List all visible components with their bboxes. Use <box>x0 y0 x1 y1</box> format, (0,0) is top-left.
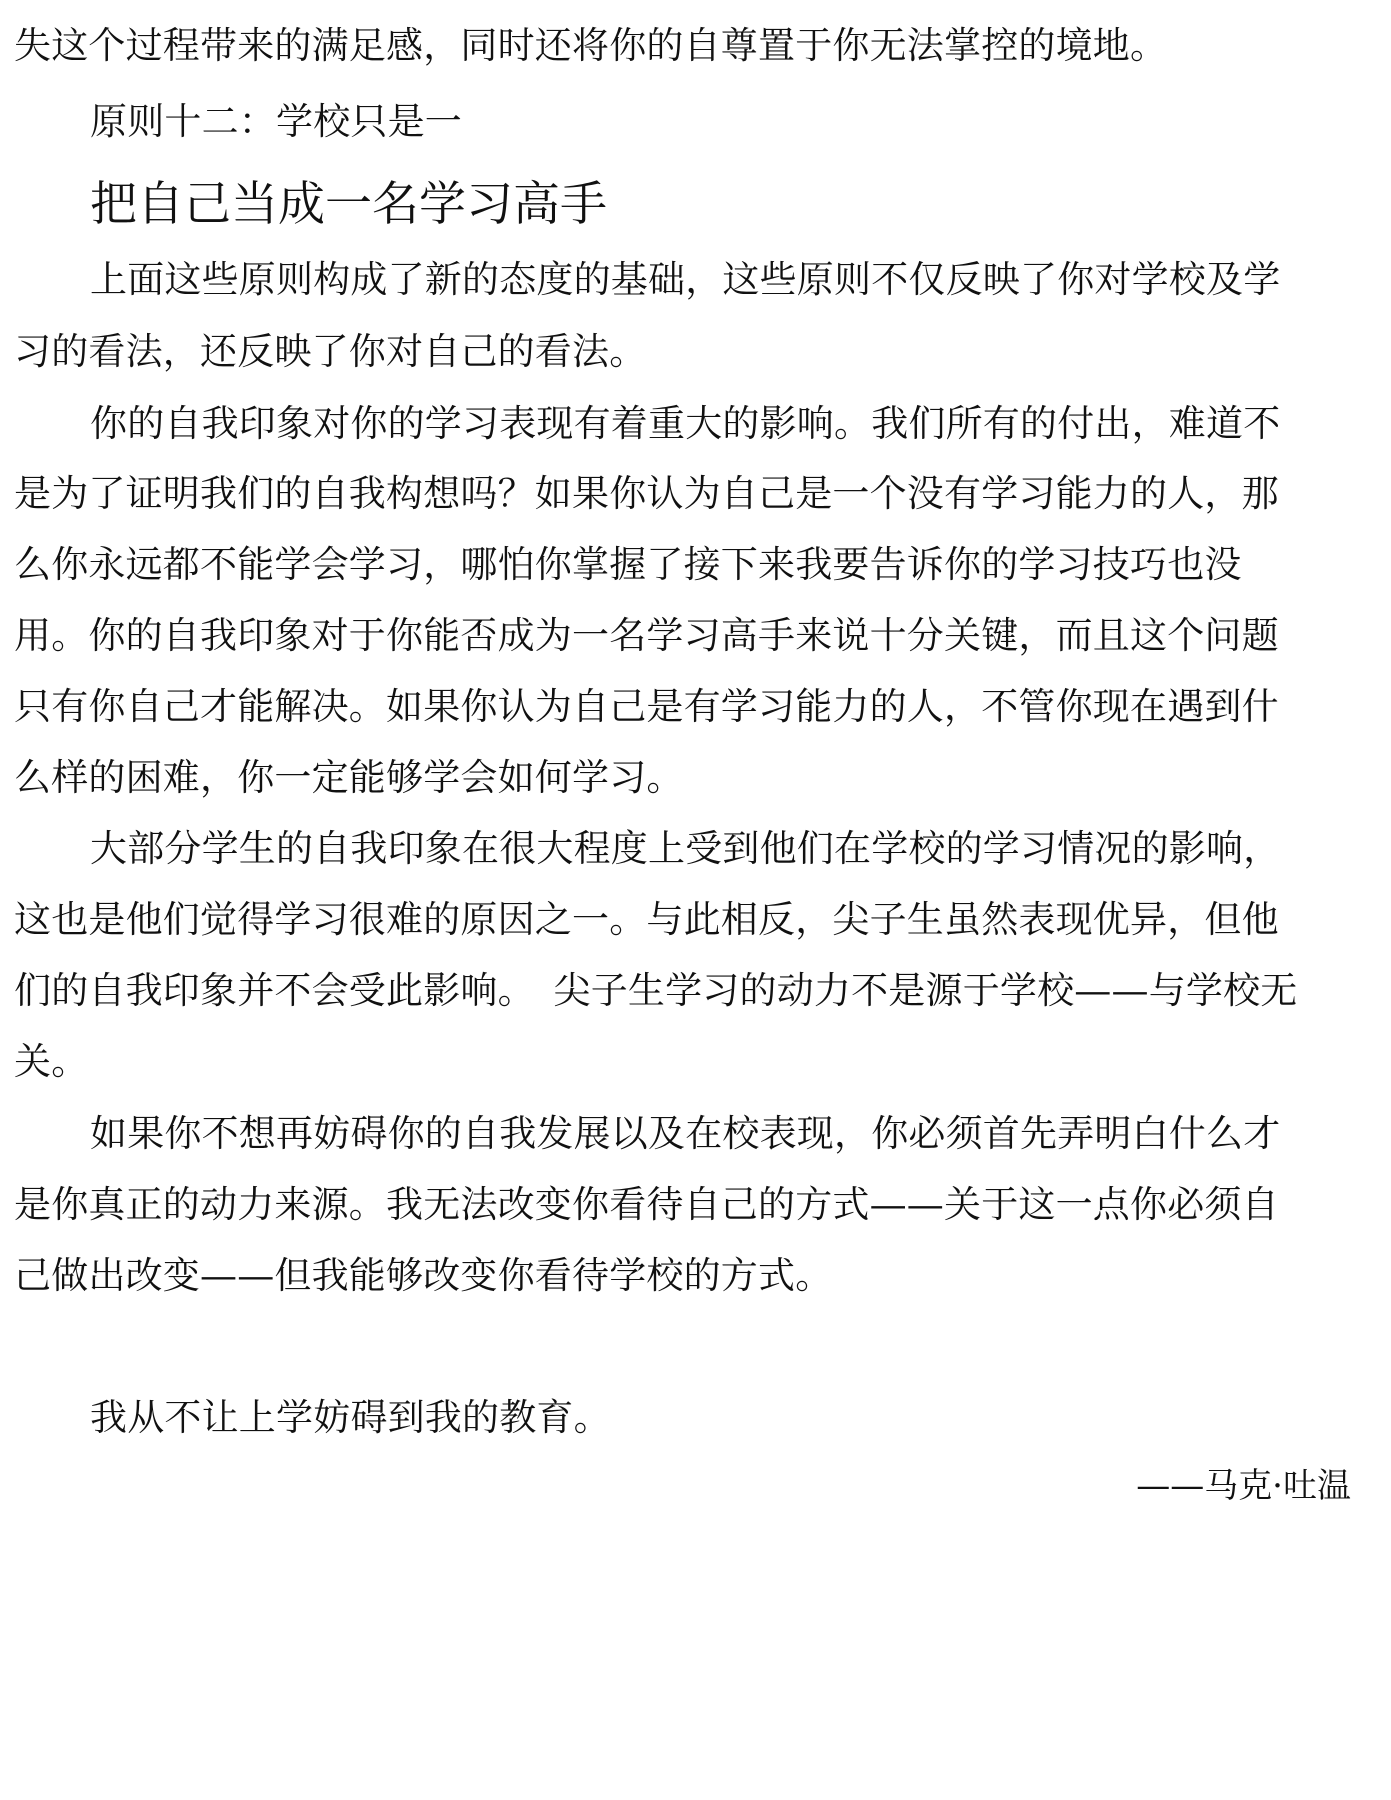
paragraph-line: 失这个过程带来的满足感，同时还将你的自尊置于你无法掌控的境地。 <box>14 24 1168 67</box>
paragraph-line: 是你真正的动力来源。我无法改变你看待自己的方式——关于这一点你必须自 <box>14 1183 1279 1226</box>
paragraph-line: 上面这些原则构成了新的态度的基础，这些原则不仅反映了你对学校及学 <box>90 258 1281 301</box>
paragraph-line: 己做出改变——但我能够改变你看待学校的方式。 <box>14 1254 833 1297</box>
paragraph-line: 这也是他们觉得学习很难的原因之一。与此相反，尖子生虽然表现优异，但他 <box>14 898 1279 941</box>
paragraph-line: 们的自我印象并不会受此影响。 尖子生学习的动力不是源于学校——与学校无 <box>14 969 1298 1012</box>
paragraph-line: 如果你不想再妨碍你的自我发展以及在校表现，你必须首先弄明白什么才 <box>90 1112 1281 1155</box>
paragraph-line: 习的看法，还反映了你对自己的看法。 <box>14 330 647 373</box>
paragraph-line: 关。 <box>14 1040 89 1083</box>
paragraph-line: 么样的困难，你一定能够学会如何学习。 <box>14 756 684 799</box>
section-heading: 把自己当成一名学习高手 <box>90 177 607 232</box>
principle-twelve: 原则十二：学校只是一 <box>90 100 462 143</box>
paragraph-line: 是为了证明我们的自我构想吗？如果你认为自己是一个没有学习能力的人，那 <box>14 472 1279 515</box>
paragraph-line: 大部分学生的自我印象在很大程度上受到他们在学校的学习情况的影响， <box>90 827 1281 870</box>
paragraph-line: 你的自我印象对你的学习表现有着重大的影响。我们所有的付出，难道不 <box>90 402 1281 445</box>
paragraph-line: 用。你的自我印象对于你能否成为一名学习高手来说十分关键，而且这个问题 <box>14 614 1279 657</box>
paragraph-line: 只有你自己才能解决。如果你认为自己是有学习能力的人，不管你现在遇到什 <box>14 685 1279 728</box>
quote-text: 我从不让上学妨碍到我的教育。 <box>90 1396 611 1439</box>
paragraph-line: 么你永远都不能学会学习，哪怕你掌握了接下来我要告诉你的学习技巧也没 <box>14 543 1242 586</box>
quote-attribution: ——马克·吐温 <box>1136 1466 1351 1506</box>
